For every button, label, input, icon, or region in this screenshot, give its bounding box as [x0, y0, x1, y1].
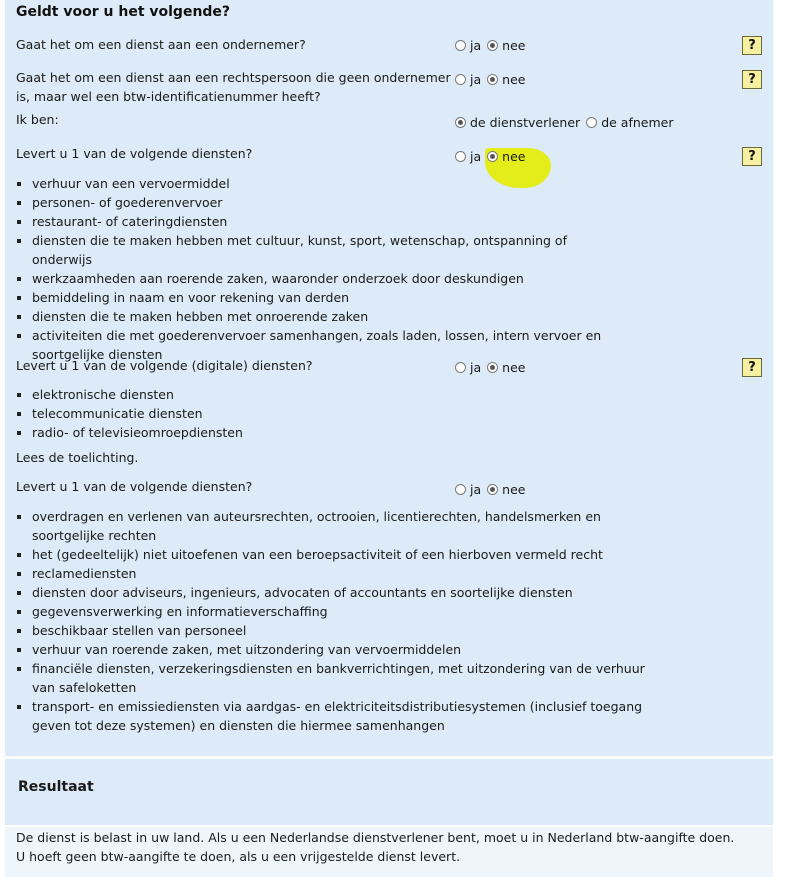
- radio-rechtspersoon-nee[interactable]: [487, 74, 498, 85]
- radio-group-rechtspersoon: [455, 72, 531, 87]
- list-item: elektronische diensten: [16, 385, 626, 404]
- question-digitale-diensten: Levert u 1 van de volgende (digitale) diensten?: [16, 358, 313, 373]
- list-item: personen- of goederenvervoer: [16, 193, 626, 212]
- radio-diensten-2-ja[interactable]: [455, 484, 466, 495]
- list-item: reclamediensten: [16, 564, 646, 583]
- radio-ondernemer-nee[interactable]: [487, 40, 498, 51]
- radio-digitaal-ja[interactable]: [455, 362, 466, 373]
- list-item: restaurant- of cateringdiensten: [16, 212, 626, 231]
- radio-label: de afnemer: [601, 115, 674, 130]
- diensten-list-3: [16, 507, 646, 735]
- section-heading: Geldt voor u het volgende?: [16, 4, 231, 20]
- list-item: werkzaamheden aan roerende zaken, waaronder onderzoek door deskundigen: [16, 269, 626, 288]
- radio-diensten-1-ja[interactable]: [455, 151, 466, 162]
- list-item: gegevensverwerking en informatieverschaffing: [16, 602, 646, 621]
- result-body: [5, 827, 773, 877]
- radio-label: ja: [470, 482, 482, 497]
- help-button-1[interactable]: ?: [742, 36, 762, 55]
- radio-group-rol: [455, 115, 679, 130]
- list-item: activiteiten die met goederenvervoer samenhangen, zoals laden, lossen, intern vervoer en soortgelijke diensten: [16, 326, 626, 364]
- list-item: radio- of televisieomroepdiensten: [16, 423, 626, 442]
- list-item: beschikbaar stellen van personeel: [16, 621, 646, 640]
- radio-dienstverlener[interactable]: [455, 117, 466, 128]
- toelichting-text: Lees de toelichting.: [16, 450, 139, 465]
- radio-group-diensten-1: [455, 149, 531, 164]
- list-item: transport- en emissiediensten via aardgas- en elektriciteitsdistributiesystemen (inclusief toegang geven tot deze systemen) en diensten die hiermee samenhangen: [16, 697, 646, 735]
- list-item: het (gedeeltelijk) niet uitoefenen van een beroepsactiviteit of een hierboven vermeld recht: [16, 545, 646, 564]
- list-item: verhuur van roerende zaken, met uitzondering van vervoermiddelen: [16, 640, 646, 659]
- radio-group-diensten-2: [455, 482, 531, 497]
- question-diensten-2: Levert u 1 van de volgende diensten?: [16, 479, 253, 494]
- radio-label: nee: [502, 360, 526, 375]
- radio-group-ondernemer: [455, 38, 531, 53]
- result-line-1: De dienst is belast in uw land. Als u een Nederlandse dienstverlener bent, moet u in Nederland btw-aangifte doen.: [16, 830, 735, 845]
- radio-digitaal-nee[interactable]: [487, 362, 498, 373]
- radio-label: ja: [470, 149, 482, 164]
- list-item: financiële diensten, verzekeringsdiensten en bankverrichtingen, met uitzondering van de verhuur van safeloketten: [16, 659, 646, 697]
- question-ik-ben: Ik ben:: [16, 112, 59, 127]
- list-item: diensten die te maken hebben met cultuur, kunst, sport, wetenschap, ontspanning of onderwijs: [16, 231, 626, 269]
- result-text: [16, 828, 766, 866]
- help-button-3[interactable]: ?: [742, 147, 762, 166]
- list-item: diensten die te maken hebben met onroerende zaken: [16, 307, 626, 326]
- radio-label: de dienstverlener: [470, 115, 581, 130]
- diensten-list-2: [16, 385, 626, 442]
- list-item: verhuur van een vervoermiddel: [16, 174, 626, 193]
- help-button-4[interactable]: ?: [742, 358, 762, 377]
- result-title: Resultaat: [18, 779, 94, 795]
- radio-ondernemer-ja[interactable]: [455, 40, 466, 51]
- radio-label: ja: [470, 38, 482, 53]
- question-panel: [5, 0, 773, 756]
- list-item: telecommunicatie diensten: [16, 404, 626, 423]
- radio-diensten-2-nee[interactable]: [487, 484, 498, 495]
- radio-label: ja: [470, 360, 482, 375]
- question-diensten-1: Levert u 1 van de volgende diensten?: [16, 146, 253, 161]
- question-ondernemer: Gaat het om een dienst aan een ondernemer?: [16, 37, 306, 52]
- radio-label: nee: [502, 149, 526, 164]
- radio-afnemer[interactable]: [586, 117, 597, 128]
- diensten-list-1: [16, 174, 626, 364]
- radio-rechtspersoon-ja[interactable]: [455, 74, 466, 85]
- radio-label: ja: [470, 72, 482, 87]
- radio-diensten-1-nee[interactable]: [487, 151, 498, 162]
- list-item: diensten door adviseurs, ingenieurs, advocaten of accountants en soortelijke diensten: [16, 583, 646, 602]
- list-item: overdragen en verlenen van auteursrechten, octrooien, licentierechten, handelsmerken en soortgelijke rechten: [16, 507, 646, 545]
- radio-label: nee: [502, 482, 526, 497]
- result-line-2: U hoeft geen btw-aangifte te doen, als u een vrijgestelde dienst levert.: [16, 849, 461, 864]
- question-rechtspersoon: Gaat het om een dienst aan een rechtspersoon die geen ondernemer is, maar wel een btw-identificatienummer heeft?: [16, 70, 451, 104]
- result-header: [5, 759, 773, 825]
- list-item: bemiddeling in naam en voor rekening van derden: [16, 288, 626, 307]
- help-button-2[interactable]: ?: [742, 70, 762, 89]
- radio-group-digitaal: [455, 360, 531, 375]
- radio-label: nee: [502, 72, 526, 87]
- radio-label: nee: [502, 38, 526, 53]
